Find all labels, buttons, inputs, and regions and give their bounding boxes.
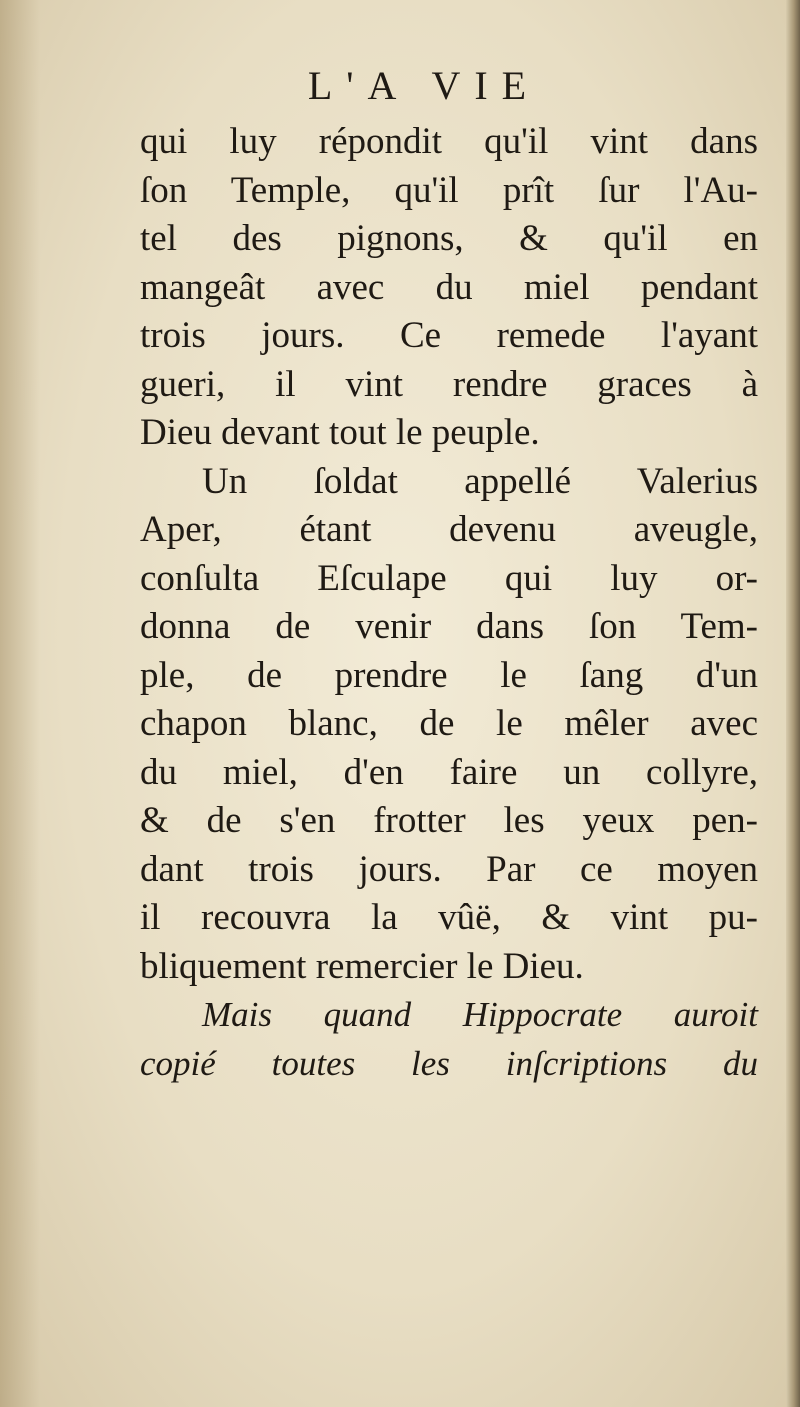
text-line: tel des pignons, & qu'il en (140, 218, 758, 259)
text-line: Un ſoldat appellé Valerius (202, 460, 758, 502)
text-line: qui luy répondit qu'il vint dans (140, 121, 758, 162)
text-line: ple, de prendre le ſang d'un (140, 654, 758, 696)
text-line: dant trois jours. Par ce moyen (140, 848, 758, 890)
text-line: donna de venir dans ſon Tem- (140, 606, 758, 647)
text-line: ſon Temple, qu'il prît ſur l'Au- (140, 169, 758, 211)
text-line: copié toutes les inſcriptions du (140, 1043, 758, 1083)
text-line: chapon blanc, de le mêler avec (140, 703, 758, 744)
text-line: & de s'en frotter les yeux pen- (140, 800, 758, 841)
text-line: gueri, il vint rendre graces à (140, 363, 758, 405)
text-line: il recouvra la vûë, & vint pu- (140, 897, 758, 938)
text-line: mangeât avec du miel pendant (140, 266, 758, 308)
text-line: du miel, d'en faire un collyre, (140, 751, 758, 793)
text-line: trois jours. Ce remede l'ayant (140, 315, 758, 356)
text-line: Mais quand Hippocrate auroit (202, 995, 758, 1034)
text-line: Dieu devant tout le peuple. (140, 412, 540, 453)
body-text (140, 118, 758, 1088)
gutter-shadow (0, 0, 40, 1407)
page-edge (786, 0, 800, 1407)
text-line: conſulta Eſculape qui luy or- (140, 557, 758, 599)
text-line: bliquement remercier le Dieu. (140, 945, 584, 987)
text-line: Aper, étant devenu aveugle, (140, 509, 758, 550)
running-head: L'A VIE (307, 63, 541, 108)
